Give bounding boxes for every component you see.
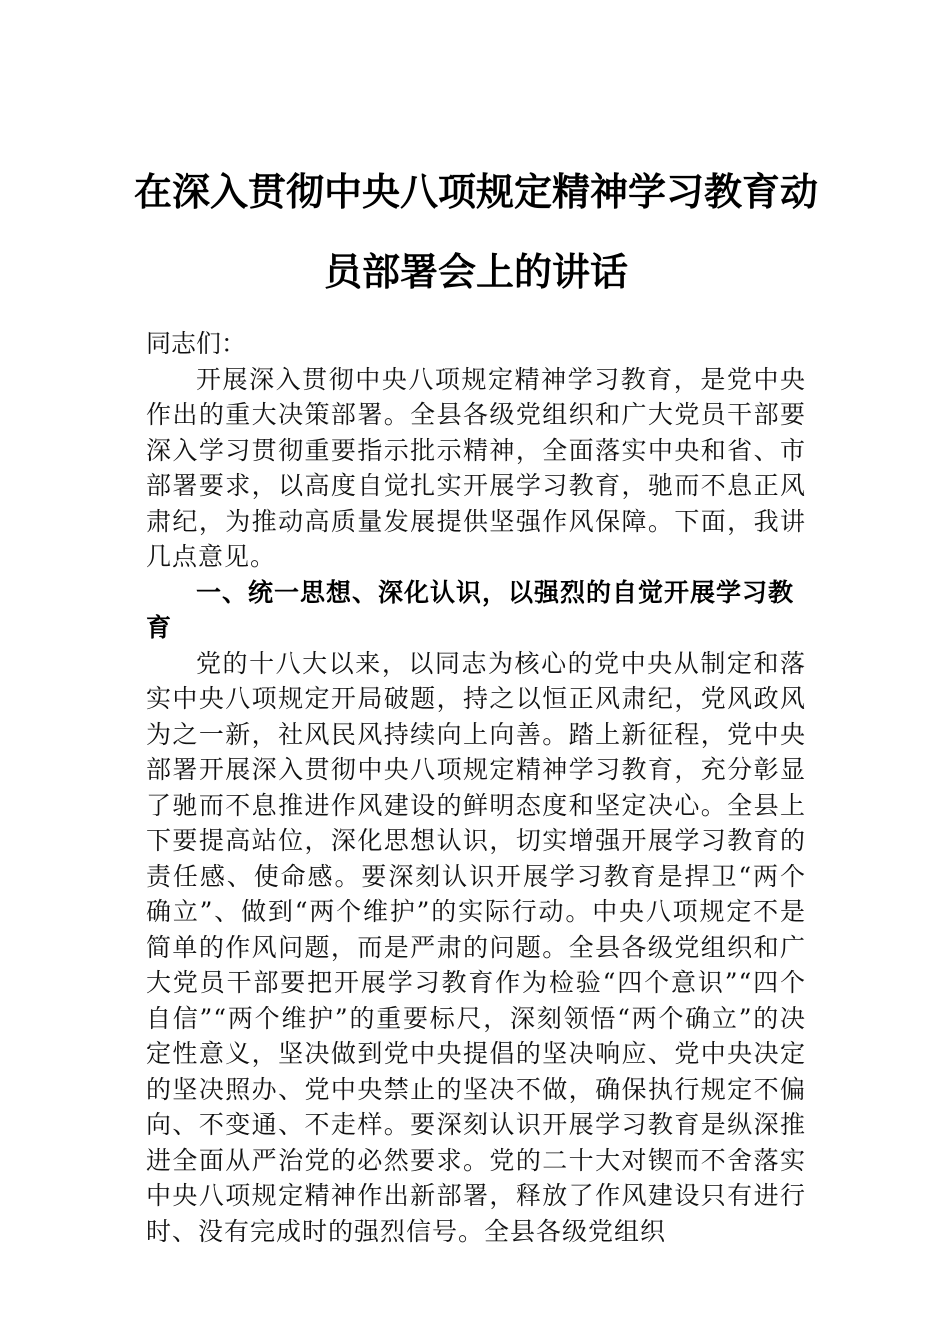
document-body (146, 326, 806, 1249)
title-line-1: 在深入贯彻中央八项规定精神学习教育动 (133, 169, 818, 214)
section-heading-1: 一、统一思想、深化认识，以强烈的自觉开展学习教育 (146, 577, 795, 642)
title-line-2: 员部署会上的讲话 (323, 249, 628, 294)
paragraph-section-1: 党的十八大以来，以同志为核心的党中央从制定和落实中央八项规定开局破题，持之以恒正风肃纪，党风政风为之一新，社风民风持续向上向善。踏上新征程，党中央部署开展深入贯彻中央八项规定精神学习教育，充分彰显了驰而不息推进作风建设的鲜明态度和坚定决心。全县上下要提高站位，深化思想认识，切实增强开展学习教育的责任感、使命感。要深刻认识开展学习教育是捍卫“两个确立”、做到“两个维护”的实际行动。中央八项规定不是简单的作风问题，而是严肃的问题。全县各级党组织和广大党员干部要把开展学习教育作为检验“四个意识”“四个自信”“两个维护”的重要标尺，深刻领悟“两个确立”的决定性意义，坚决做到党中央提倡的坚决响应、党中央决定的坚决照办、党中央禁止的坚决不做，确保执行规定不偏向、不变通、不走样。要深刻认识开展学习教育是纵深推进全面从严治党的必然要求。党的二十大对锲而不舍落实中央八项规定精神作出新部署，释放了作风建设只有进行时、没有完成时的强烈信号。全县各级党组织 (146, 648, 806, 1246)
paragraph-intro: 开展深入贯彻中央八项规定精神学习教育，是党中央作出的重大决策部署。全县各级党组织和广大党员干部要深入学习贯彻重要指示批示精神，全面落实中央和省、市部署要求，以高度自觉扎实开展学习教育，驰而不息正风肃纪，为推动高质量发展提供坚强作风保障。下面，我讲几点意见。 (146, 364, 806, 571)
salutation: 同志们： (146, 329, 247, 358)
document-title (120, 152, 832, 312)
